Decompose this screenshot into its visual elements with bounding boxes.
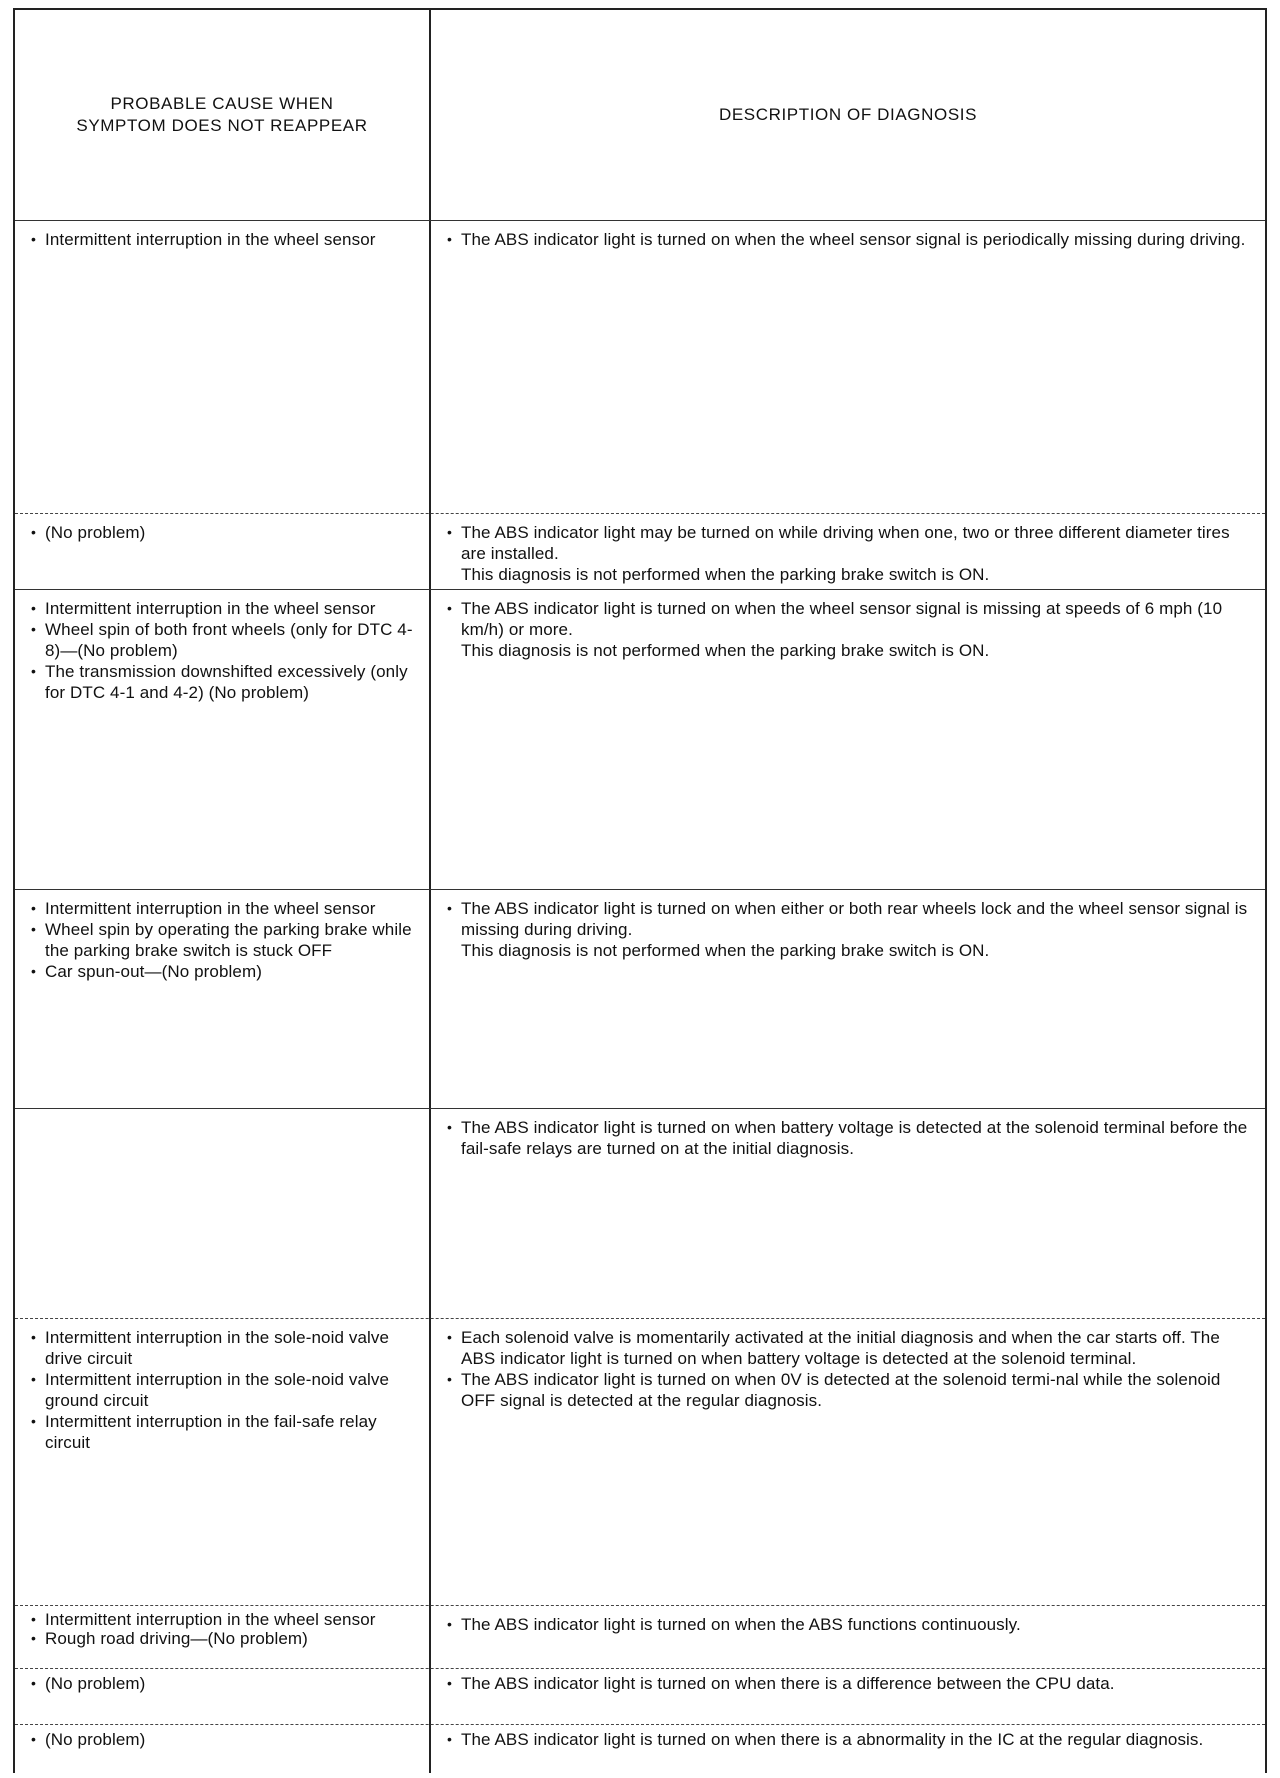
- cause-item: • Rough road driving—(No problem): [31, 1629, 419, 1648]
- table-row: [15, 589, 1265, 890]
- table-row: [15, 1605, 1265, 1669]
- cause-item: • Intermittent interruption in the sole-noid valve ground circuit: [31, 1369, 419, 1411]
- cause-item: • Intermittent interruption in the wheel sensor: [31, 898, 419, 919]
- description-cell: [431, 1669, 1265, 1694]
- cause-cell: [15, 1606, 429, 1648]
- description-item: • The ABS indicator light is turned on when there is a difference between the CPU data.: [447, 1673, 1255, 1694]
- description-item: • The ABS indicator light may be turned on while driving when one, two or three different diameter tires are installed.: [447, 522, 1255, 564]
- cause-item: • Wheel spin of both front wheels (only for DTC 4-8)—(No problem): [31, 619, 419, 661]
- description-note: This diagnosis is not performed when the parking brake switch is ON.: [461, 941, 990, 960]
- cause-cell: [15, 1669, 429, 1694]
- description-item: • The ABS indicator light is turned on when the ABS functions continuously.: [447, 1614, 1255, 1635]
- header-description: [431, 10, 1265, 220]
- table-row: [15, 889, 1265, 1109]
- cause-cell: [15, 890, 429, 982]
- table-header: [15, 10, 1265, 220]
- description-cell: [431, 1109, 1265, 1159]
- cause-item: • Intermittent interruption in the fail-safe relay circuit: [31, 1411, 419, 1453]
- description-item: • The ABS indicator light is turned on when the wheel sensor signal is missing at speeds of 6 mph (10 km/h) or more.: [447, 598, 1255, 640]
- description-cell: [431, 890, 1265, 961]
- description-item: • The ABS indicator light is turned on when there is a abnormality in the IC at the regular diagnosis.: [447, 1729, 1255, 1750]
- description-cell: [431, 514, 1265, 585]
- cause-cell: [15, 514, 429, 543]
- cause-item: • (No problem): [31, 1729, 419, 1750]
- description-cell: [431, 221, 1265, 250]
- header-description-text: DESCRIPTION OF DIAGNOSIS: [718, 105, 978, 124]
- cause-cell: [15, 1319, 429, 1453]
- cause-item: • Intermittent interruption in the sole-noid valve drive circuit: [31, 1327, 419, 1369]
- cause-item: • Car spun-out—(No problem): [31, 961, 419, 982]
- description-note: This diagnosis is not performed when the parking brake switch is ON.: [461, 641, 990, 660]
- description-item: • The ABS indicator light is turned on when either or both rear wheels lock and the wheel sensor signal is missing during driving.: [447, 898, 1255, 940]
- table-row: [15, 513, 1265, 590]
- description-cell: [431, 1606, 1265, 1635]
- table-row: [15, 1724, 1265, 1776]
- header-probable-cause-text: PROBABLE CAUSE WHEN SYMPTOM DOES NOT REAPPEAR: [76, 94, 368, 135]
- cause-cell: [15, 221, 429, 250]
- description-note: This diagnosis is not performed when the parking brake switch is ON.: [461, 565, 990, 584]
- description-item: • The ABS indicator light is turned on when the wheel sensor signal is periodically missing during driving.: [447, 229, 1255, 250]
- table-row: [15, 1318, 1265, 1606]
- description-item: • The ABS indicator light is turned on when battery voltage is detected at the solenoid terminal before the fail-safe relays are turned on at the initial diagnosis.: [447, 1117, 1255, 1159]
- table-row: [15, 220, 1265, 514]
- description-cell: [431, 1319, 1265, 1411]
- cause-item: • Intermittent interruption in the wheel sensor: [31, 1610, 419, 1629]
- cause-cell: [15, 1109, 429, 1117]
- description-item: • The ABS indicator light is turned on when 0V is detected at the solenoid termi-nal while the solenoid OFF signal is detected at the regular diagnosis.: [447, 1369, 1255, 1411]
- cause-item: • Wheel spin by operating the parking brake while the parking brake switch is stuck OFF: [31, 919, 419, 961]
- header-probable-cause: [15, 10, 429, 220]
- cause-item: • Intermittent interruption in the wheel sensor: [31, 598, 419, 619]
- description-cell: [431, 1725, 1265, 1750]
- diagnosis-table: [13, 8, 1267, 1773]
- cause-cell: [15, 590, 429, 703]
- table-row: [15, 1668, 1265, 1725]
- table-row: [15, 1108, 1265, 1319]
- cause-item: • The transmission downshifted excessively (only for DTC 4-1 and 4-2) (No problem): [31, 661, 419, 703]
- cause-item: • (No problem): [31, 1673, 419, 1694]
- description-cell: [431, 590, 1265, 661]
- description-item: • Each solenoid valve is momentarily activated at the initial diagnosis and when the car starts off. The ABS indicator light is turned on when battery voltage is detected at the solenoid terminal.: [447, 1327, 1255, 1369]
- cause-item: • Intermittent interruption in the wheel sensor: [31, 229, 419, 250]
- cause-cell: [15, 1725, 429, 1750]
- cause-item: • (No problem): [31, 522, 419, 543]
